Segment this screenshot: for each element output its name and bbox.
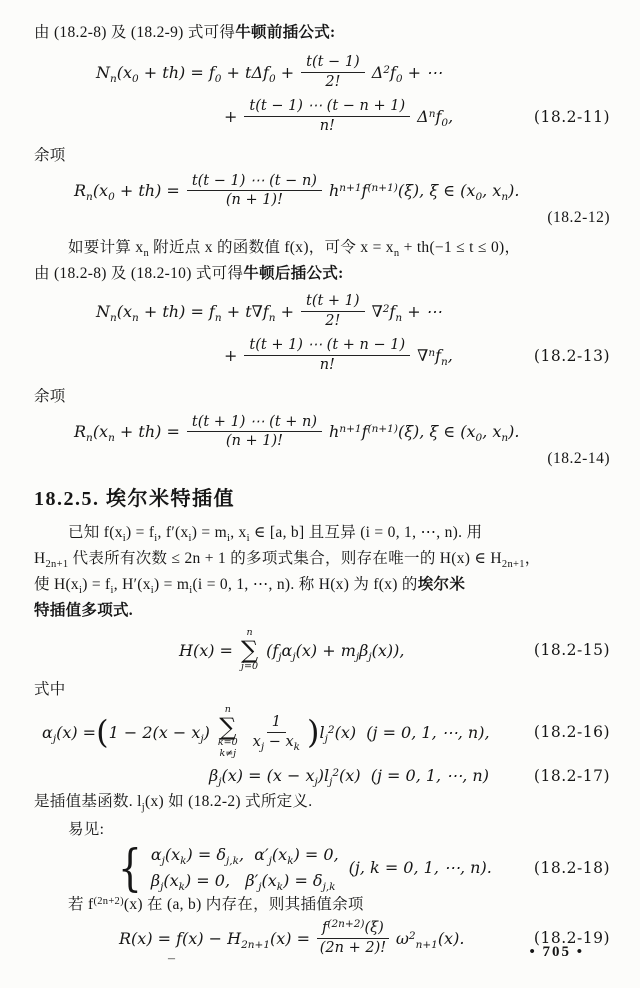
paragraph-hermite-line2: $H_{2n+1}$ 代表所有次数 ≤ 2n + 1 的多项式集合，则存在唯一的 H(x) ∈ $H_{2n+1}$，	[34, 550, 541, 571]
paragraph-hermite-line3	[34, 572, 610, 598]
formula-tail: $(f_j\alpha_j(x) + m_j\beta_j(x))$,	[266, 640, 405, 663]
index-condition: (j, k = 0, 1, ⋯, n).	[348, 858, 492, 878]
remainder-label-2: 余项	[34, 387, 66, 405]
formula-18-2-11-line1	[34, 54, 610, 90]
right-paren: )	[307, 712, 320, 751]
formula-tail: $\nabla^2f_n$ + ⋯	[371, 301, 442, 324]
newton-backward-term: 牛顿后插公式:	[243, 265, 344, 283]
fraction-denominator: 2!	[325, 73, 341, 90]
case-row-beta: $\beta_j(x_k) = 0$, $\beta'_j(x_k) = \delta_{j,k}$	[150, 871, 336, 894]
paragraph-interp-remainder: 若 $f^{(2n+2)}(x)$ 在 (a, b) 内存在，则其插值余项	[68, 896, 364, 914]
formula-lhs: H(x) =	[179, 640, 233, 660]
summation	[218, 705, 238, 761]
hermite-line3-text: 使 $H(x_i) = f_i$, $H'(x_i) = m_i(i = 0$, 1, ⋯, n). 称 H(x) 为 f(x) 的	[34, 576, 418, 597]
equation-tag-18-2-17: (18.2-17)	[533, 766, 610, 785]
equation-tag-18-2-12: (18.2-12)	[547, 209, 610, 227]
fraction	[244, 98, 410, 134]
sum-upper-limit: n	[246, 627, 253, 639]
equation-tag-18-2-19: (18.2-19)	[533, 929, 610, 948]
fraction-denominator: (n + 1)!	[225, 433, 283, 450]
formula-18-2-16	[34, 705, 610, 761]
sum-lower-limit-1: k=0	[217, 737, 238, 749]
formula-18-2-19	[34, 920, 610, 956]
formula-tail: $\Delta^2f_0$ + ⋯	[371, 62, 443, 85]
formula-18-2-17	[34, 766, 610, 789]
formula-18-2-11-line2	[34, 98, 610, 134]
equation-tag-18-2-14: (18.2-14)	[547, 450, 610, 468]
formula-18-2-12	[34, 173, 610, 209]
page-number: • 705 •	[529, 944, 584, 960]
fraction	[301, 54, 365, 90]
hermite-term-part2: 特插值多项式.	[34, 602, 133, 620]
fraction	[187, 414, 322, 450]
formula-tail: $l_j^2(x) (j = 0$, 1, ⋯, n),	[319, 722, 490, 745]
plus-sign: +	[224, 107, 238, 127]
fraction-numerator: t(t − 1) ⋯ (t − n + 1)	[244, 98, 410, 117]
sigma-icon: ∑	[219, 712, 237, 741]
fraction-denominator: n!	[319, 118, 335, 135]
section-heading-hermite: 18.2.5. 埃尔米特插值	[34, 488, 235, 511]
formula-lhs: $R_n(x_n + th)$ =	[74, 422, 180, 445]
formula-lhs: $N_n(x_n + th) = f_n + t\nabla f_n$ +	[96, 301, 294, 324]
fraction-numerator: 1	[267, 714, 286, 733]
intro-text: 由 (18.2-8) 及 (18.2-10) 式可得	[34, 265, 244, 283]
easy-to-see-label: 易见:	[68, 821, 105, 839]
paragraph-newton-forward-intro	[34, 20, 610, 46]
formula-lhs: $R_n(x_0 + th)$ =	[74, 181, 180, 204]
sum-lower-limit-2: k≠j	[219, 748, 237, 760]
fraction	[252, 714, 301, 753]
fraction	[317, 920, 389, 956]
plus-sign: +	[224, 346, 238, 366]
formula-18-2-18	[34, 838, 610, 897]
formula-tail: $h^{n+1}f^{(n+1)}(\xi)$, ξ ∈ ($x_0$, $x_n$).	[329, 422, 520, 445]
fraction-numerator: t(t + 1) ⋯ (t + n − 1)	[244, 337, 410, 356]
formula-lhs: $R(x) = f(x) - H_{2n+1}(x)$ =	[119, 928, 311, 951]
equation-tag-18-2-11: (18.2-11)	[533, 107, 610, 126]
fraction	[187, 173, 322, 209]
fraction-denominator: (n + 1)!	[225, 192, 283, 209]
equation-tag-18-2-13: (18.2-13)	[533, 346, 610, 365]
formula-tail: $\Delta^nf_0$,	[417, 107, 454, 130]
equation-tag-18-2-16: (18.2-16)	[533, 723, 610, 742]
paragraph-hermite-line1: 已知 $f(x_i) = f_i$, $f'(x_i) = m_i$, $x_i$ ∈ [a, b] 且互异 (i = 0, 1, ⋯, n). 用	[68, 524, 483, 545]
formula-18-2-13-line2	[34, 337, 610, 373]
fraction-denominator: $x_j - x_k$	[252, 733, 301, 753]
equation-tag-18-2-15: (18.2-15)	[533, 641, 610, 660]
fraction-numerator: t(t − 1) ⋯ (t − n)	[187, 173, 322, 192]
fraction	[301, 293, 365, 329]
fraction-denominator: n!	[319, 357, 335, 374]
formula-body: $\beta_j(x) = (x - x_j)l_j^2(x) (j = 0$, 1, ⋯, n)	[209, 766, 489, 789]
paragraph-newton-backward-line1: 如要计算 $x_n$ 附近点 x 的函数值 f(x)，可令 $x = x_n + th(-1 \le t \le 0)$，	[68, 239, 521, 260]
formula-inner: $1 - 2(x - x_j)$	[108, 722, 210, 745]
sigma-icon: ∑	[240, 635, 259, 664]
fraction-numerator: t(t + 1)	[301, 293, 365, 312]
formula-tail: $h^{n+1}f^{(n+1)}(\xi)$, ξ ∈ ($x_0$, $x_n$).	[328, 181, 520, 204]
formula-18-2-14	[34, 414, 610, 450]
fraction	[244, 337, 410, 373]
formula-18-2-15	[34, 628, 610, 673]
formula-tail: $\nabla^nf_n$,	[417, 346, 453, 369]
paragraph-basis-functions: 是插值基函数. $l_j(x)$ 如 (18.2-2) 式所定义.	[34, 793, 313, 814]
sum-lower-limit: j=0	[241, 660, 258, 672]
hermite-term-part1: 埃尔米	[417, 576, 466, 594]
cases-block	[150, 845, 339, 894]
sum-upper-limit: n	[224, 703, 231, 715]
formula-18-2-13-line1	[34, 293, 610, 329]
fraction-denominator: 2!	[325, 312, 341, 329]
newton-forward-term: 牛顿前插公式:	[235, 24, 336, 41]
equation-tag-18-2-18: (18.2-18)	[533, 858, 610, 877]
paragraph-newton-backward-line2	[34, 261, 610, 287]
fraction-numerator: t(t − 1)	[301, 54, 365, 73]
fraction-numerator: t(t + 1) ⋯ (t + n)	[187, 414, 322, 433]
left-brace: {	[117, 838, 142, 897]
summation	[241, 628, 258, 673]
formula-lhs: $\alpha_j(x)$ =	[42, 722, 97, 745]
equation-tag-line	[34, 450, 610, 468]
stray-scan-mark: –	[168, 951, 175, 966]
intro-text: 由 (18.2-8) 及 (18.2-9) 式可得	[34, 24, 236, 41]
left-paren: (	[96, 712, 109, 751]
formula-tail: $\omega^2_{n+1}(x)$.	[395, 928, 465, 951]
fraction-numerator: $f^{(2n+2)}(\xi)$	[317, 920, 389, 939]
fraction-denominator: (2n + 2)!	[319, 939, 387, 956]
formula-lhs: $N_n(x_0 + th) = f_0 + t\Delta f_0$ +	[96, 62, 295, 85]
case-row-alpha: $\alpha_j(x_k) = \delta_{j,k}$, $\alpha'_j(x_k) = 0$,	[150, 845, 339, 868]
equation-tag-line	[34, 209, 610, 227]
remainder-label-1: 余项	[34, 146, 66, 164]
where-label: 式中	[34, 680, 66, 698]
